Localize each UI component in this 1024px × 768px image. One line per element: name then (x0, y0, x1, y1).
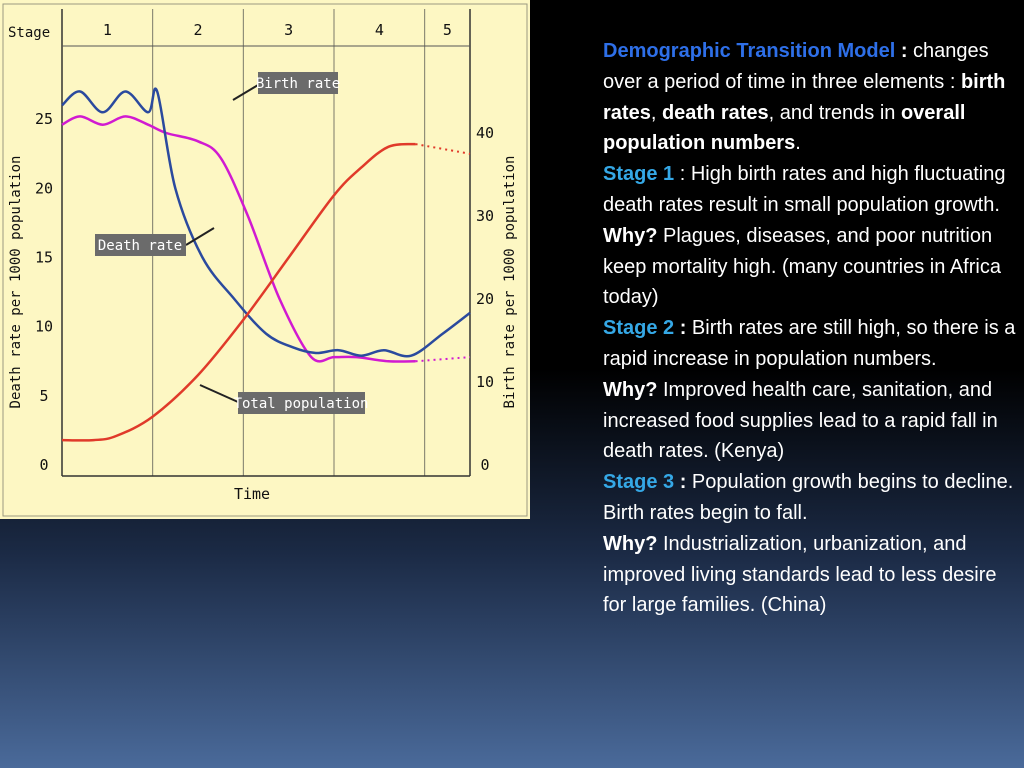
stage2-label: Stage 2 (603, 317, 675, 340)
total-population-callout (200, 385, 368, 414)
stage3-paragraph (603, 467, 1017, 529)
why2-text: Improved health care, sanitation, and increased food supplies lead to a rapid fall in death rates. (Kenya) (603, 378, 998, 463)
birth-rate-pointer (233, 85, 258, 100)
stage-label-2: 2 (193, 21, 203, 39)
why1-paragraph (603, 221, 1017, 313)
birth-rate-label: Birth rate (255, 76, 341, 92)
stage-label-3: 3 (284, 21, 294, 39)
intro-population-numbers: overall population numbers (603, 101, 966, 155)
stage-label-1: 1 (102, 21, 112, 39)
death-rate-label: Death rate (97, 238, 183, 254)
stage-labels (103, 21, 452, 39)
intro-text-2: , and trends in (768, 101, 901, 124)
left-tick-20: 20 (34, 179, 54, 198)
right-tick-0: 0 (480, 456, 490, 474)
left-tick-0: 0 (39, 456, 49, 474)
left-tick-5: 5 (39, 386, 49, 405)
birth-rate-callout (233, 72, 340, 100)
left-tick-15: 15 (34, 248, 54, 267)
right-axis-label: Birth rate per 1000 population (502, 155, 518, 409)
why3-paragraph (603, 529, 1017, 621)
why2-paragraph (603, 375, 1017, 467)
stage3-text: Population growth begins to decline. Birth rates begin to fall. (603, 471, 1014, 524)
stage-header-label: Stage (8, 25, 51, 41)
why1-label: Why? (603, 224, 658, 247)
why2-label: Why? (603, 378, 658, 401)
left-axis-label: Death rate per 1000 population (8, 155, 24, 409)
model-title: Demographic Transition Model (603, 40, 896, 62)
why3-label: Why? (603, 532, 658, 555)
chart-svg (0, 0, 530, 519)
stage3-label: Stage 3 (603, 471, 675, 494)
stage-label-5: 5 (442, 21, 452, 39)
death-rate-line (62, 89, 470, 357)
intro-death-rates: death rates (661, 101, 769, 124)
stage2-text: Birth rates are still high, so there is a rapid increase in population numbers. (603, 317, 1016, 370)
left-tick-10: 10 (34, 317, 54, 336)
left-tick-25: 25 (34, 110, 54, 129)
series-lines (62, 89, 470, 441)
stage1-text: : High birth rates and high fluctuating death rates result in small population growth. (603, 163, 1006, 216)
description-text (603, 36, 1017, 621)
intro-period: . (795, 132, 801, 155)
intro-comma: , (650, 101, 662, 124)
birth-rate-projection (416, 357, 470, 361)
right-tick-30: 30 (475, 207, 495, 225)
stage3-colon: : (674, 471, 687, 494)
total-population-projection (416, 144, 470, 154)
demographic-transition-chart (0, 0, 530, 519)
title-colon: : (895, 40, 908, 62)
x-axis-label: Time (233, 485, 271, 503)
left-tick-labels (35, 110, 53, 474)
stage2-colon: : (674, 317, 687, 340)
intro-paragraph (603, 36, 1017, 159)
why3-text: Industrialization, urbanization, and improved living standards lead to less desire for large families. (China) (603, 532, 997, 617)
total-population-label: Total population (233, 396, 369, 412)
right-tick-10: 10 (475, 373, 495, 391)
right-tick-40: 40 (475, 124, 495, 142)
stage-label-4: 4 (374, 21, 384, 39)
total-population-pointer (200, 385, 238, 402)
right-tick-20: 20 (475, 290, 495, 308)
intro-birth-rates: birth rates (603, 70, 1006, 124)
intro-text-1: changes over a period of time in three elements : (603, 40, 989, 93)
why1-text: Plagues, diseases, and poor nutrition keep mortality high. (many countries in Africa today) (603, 224, 1001, 309)
stage1-paragraph (603, 159, 1017, 221)
stage2-paragraph (603, 313, 1017, 375)
stage1-label: Stage 1 (603, 163, 675, 186)
right-tick-labels (476, 124, 494, 474)
